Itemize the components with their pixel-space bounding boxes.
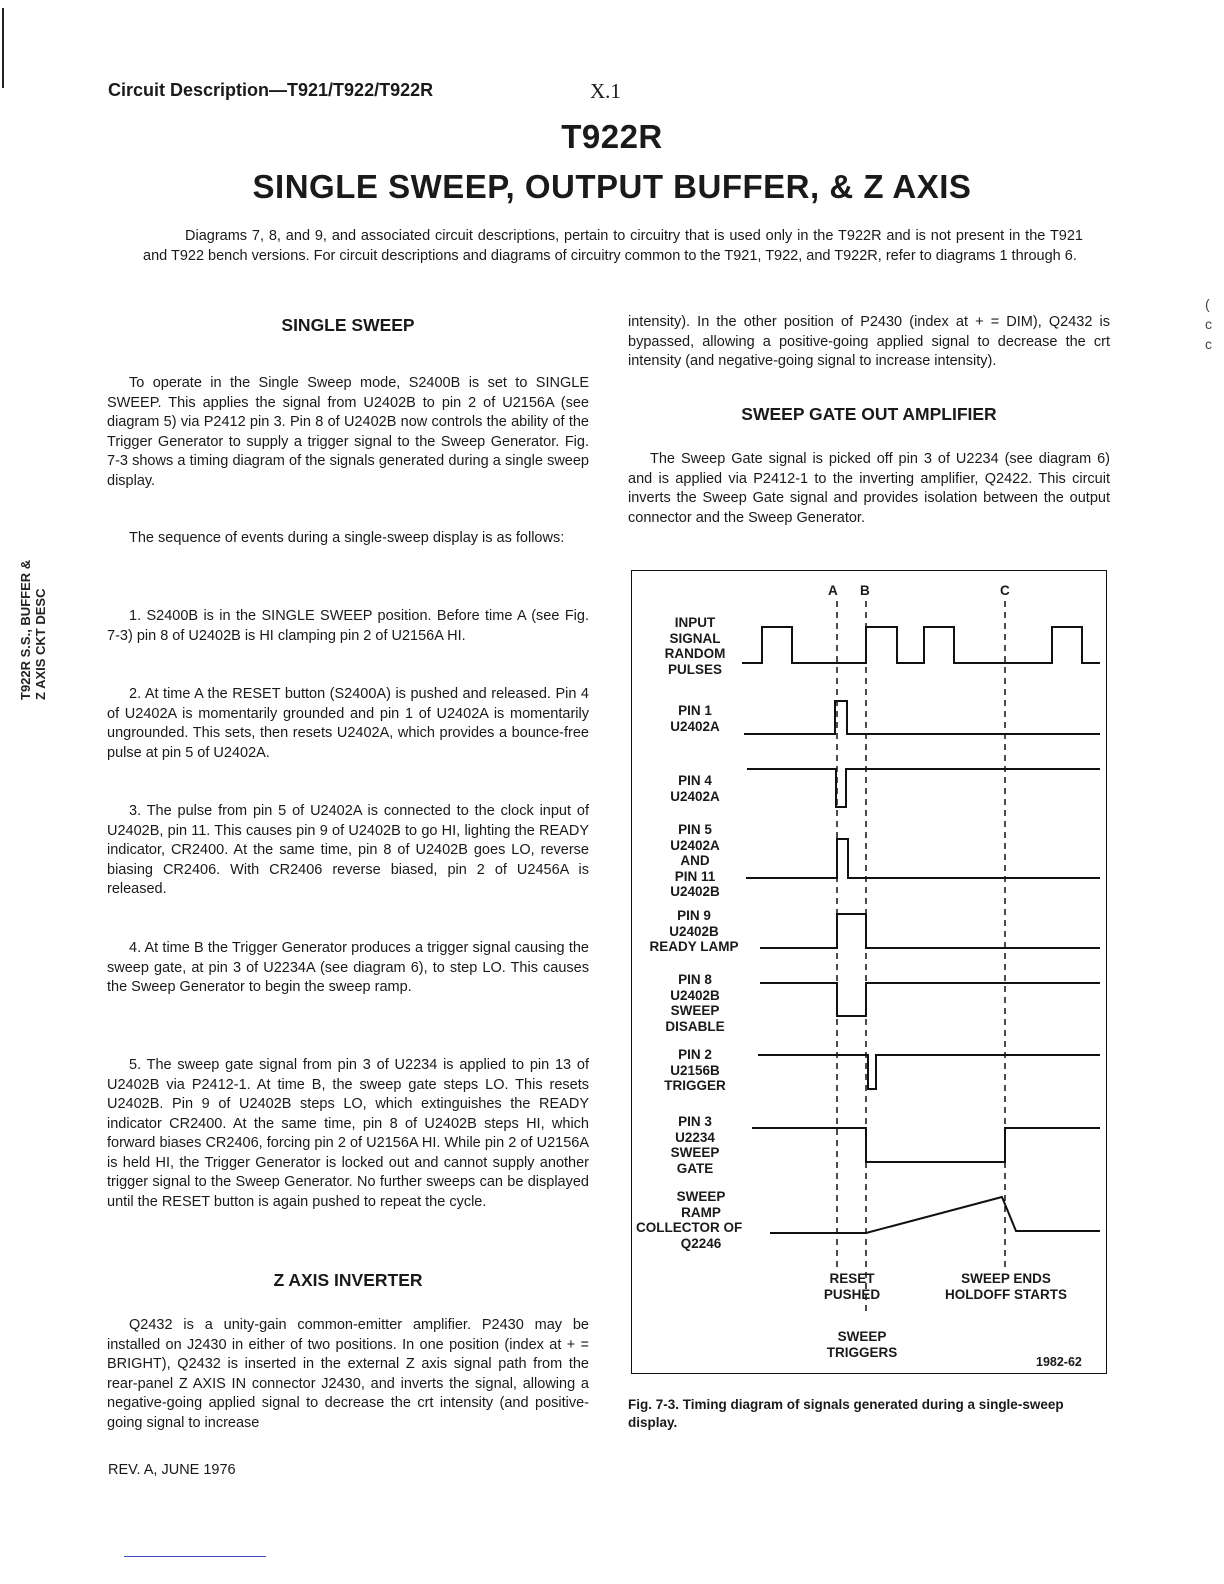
bottom-blue-rule	[124, 1556, 266, 1557]
page-number: X.1	[590, 79, 621, 103]
step-2-block	[107, 685, 589, 763]
label-pin1: PIN 1 U2402A	[670, 703, 720, 734]
sweep-gate-section	[628, 405, 1110, 425]
label-sweep-ramp: SWEEP RAMP COLLECTOR OF Q2246	[636, 1189, 743, 1251]
sweep-gate-heading: SWEEP GATE OUT AMPLIFIER	[741, 404, 997, 424]
event-sweep-ends: SWEEP ENDS HOLDOFF STARTS	[945, 1271, 1067, 1302]
margin-mark: c	[1205, 316, 1212, 332]
figure-caption: Fig. 7-3. Timing diagram of signals generated during a single-sweep display.	[628, 1397, 1064, 1430]
z-axis-heading: Z AXIS INVERTER	[273, 1270, 423, 1290]
pin1-wave	[744, 701, 1100, 734]
sequence-intro-block	[107, 529, 589, 549]
page-edge-rule	[2, 8, 4, 88]
single-sweep-section	[107, 316, 589, 336]
step-3: 3. The pulse from pin 5 of U2402A is connected to the clock input of U2402B, pin 11. This causes pin 9 of U2402B to go HI, lighting the READY indicator, CR2400. At the same time, pin 8 of U2402B goes LO, reverse biasing CR2406. With CR2406 reverse biased, pin 2 of U2456A is released.	[107, 803, 589, 897]
single-sweep-p1-block	[107, 374, 589, 491]
sequence-intro: The sequence of events during a single-sweep display is as follows:	[129, 530, 565, 546]
model-title: T922R	[561, 118, 663, 155]
z-axis-section	[107, 1271, 589, 1291]
label-pin9: PIN 9 U2402B READY LAMP	[649, 908, 739, 954]
sweep-gate-paragraph: The Sweep Gate signal is picked off pin 3 of U2234 (see diagram 6) and is applied via P2412-1 to the inverting amplifier, Q2422. This circuit inverts the Sweep Gate signal and provides isolation between the output connector and the Sweep Generator.	[628, 451, 1110, 526]
step-1-block	[107, 607, 589, 646]
step-5: 5. The sweep gate signal from pin 3 of U2234 is applied to pin 13 of U2402B via P2412-1. At time B, the sweep gate steps LO. This resets U2402B. Pin 9 of U2402B steps LO, which extinguishes the READY indicator CR2400. At the same time, pin 8 of U2402B steps HI, which forward biases CR2406, forcing pin 2 of U2156A HI. While pin 2 of U2156A is held HI, the Trigger Generator is locked out and cannot supply another trigger signal to the Sweep Generator. No further sweeps can be displayed until the RESET button is again pushed to repeat the cycle.	[107, 1057, 589, 1210]
label-input-signal: INPUT SIGNAL RANDOM PULSES	[664, 615, 726, 677]
intro-paragraph: Diagrams 7, 8, and 9, and associated circuit descriptions, pertain to circuitry that is used only in the T922R and is not present in the T921 and T922 bench versions. For circuit descriptions and diagrams of circuitry common to the T921, T922, and T922R, refer to diagrams 1 through 6.	[143, 228, 1083, 264]
pin2-wave	[758, 1055, 1100, 1089]
label-pin4: PIN 4 U2402A	[670, 773, 720, 804]
timing-diagram	[631, 570, 1107, 1374]
sweep-ramp-wave	[770, 1197, 1100, 1233]
pin8-wave	[760, 983, 1100, 1016]
step-3-block	[107, 802, 589, 900]
single-sweep-heading: SINGLE SWEEP	[281, 315, 415, 335]
single-sweep-paragraph: To operate in the Single Sweep mode, S2400B is set to SINGLE SWEEP. This applies the signal from U2402B to pin 2 of U2156A (see diagram 5) via P2412 pin 3. Pin 8 of U2402B now controls the ability of the Trigger Generator to supply a trigger signal to the Sweep Generator. Fig. 7-3 shows a timing diagram of the signals generated during a single sweep display.	[107, 375, 589, 489]
margin-mark: c	[1205, 336, 1212, 352]
event-reset-pushed: RESET PUSHED	[823, 1271, 881, 1302]
label-pin3: PIN 3 U2234 SWEEP GATE	[670, 1114, 720, 1176]
z-axis-continued-block	[628, 313, 1110, 372]
pin4-wave	[747, 769, 1100, 807]
step-5-block	[107, 1056, 589, 1212]
pin5-wave	[746, 839, 1100, 878]
label-pin5: PIN 5 U2402A AND PIN 11 U2402B	[670, 822, 720, 899]
step-4: 4. At time B the Trigger Generator produces a trigger signal causing the sweep gate, at pin 3 of U2234A (see diagram 6), to step LO. This causes the Sweep Generator to begin the sweep ramp.	[107, 940, 589, 995]
pin9-wave	[760, 914, 1100, 948]
input-pulses-wave	[742, 627, 1100, 663]
marker-b: B	[860, 583, 870, 598]
step-2: 2. At time A the RESET button (S2400A) is pushed and released. Pin 4 of U2402A is momentarily grounded and pin 1 of U2402A is momentarily ungrounded. This sets, then resets U2402A, which provides a bounce-free pulse at pin 5 of U2402A.	[107, 686, 589, 761]
label-pin2: PIN 2 U2156B TRIGGER	[664, 1047, 726, 1093]
marker-a: A	[828, 583, 838, 598]
pin3-wave	[752, 1128, 1100, 1162]
revision-footer: REV. A, JUNE 1976	[108, 1462, 236, 1478]
figure-id: 1982-62	[1036, 1355, 1082, 1369]
page-title: SINGLE SWEEP, OUTPUT BUFFER, & Z AXIS	[252, 168, 972, 205]
side-tab-line-2: Z AXIS CKT DESC	[33, 588, 48, 700]
event-sweep-triggers: SWEEP TRIGGERS	[826, 1329, 898, 1360]
step-4-block	[107, 939, 589, 998]
z-axis-paragraph: Q2432 is a unity-gain common-emitter amplifier. P2430 may be installed on J2430 in either of two positions. In one position (index at + = BRIGHT), Q2432 is inserted in the external Z axis signal path from the rear-panel Z AXIS IN connector J2430, and inverts the signal, allowing a negative-going applied signal to decrease the crt intensity (and positive-going signal to increase	[107, 1317, 589, 1431]
side-tab-label	[18, 560, 48, 700]
marker-c: C	[1000, 583, 1010, 598]
z-axis-paragraph-continued: intensity). In the other position of P2430 (index at + = DIM), Q2432 is bypassed, allowing a positive-going applied signal to decrease the crt intensity (and negative-going signal to increase intensity).	[628, 314, 1110, 369]
margin-mark: (	[1205, 296, 1210, 312]
step-1: 1. S2400B is in the SINGLE SWEEP position. Before time A (see Fig. 7-3) pin 8 of U2402B is HI clamping pin 2 of U2156A HI.	[107, 608, 589, 644]
label-pin8: PIN 8 U2402B SWEEP DISABLE	[665, 972, 725, 1034]
z-axis-p1-block	[107, 1316, 589, 1433]
section-header: Circuit Description—T921/T922/T922R	[108, 80, 434, 100]
side-tab-line-1: T922R S.S., BUFFER &	[18, 559, 33, 700]
sweep-gate-p1-block	[628, 450, 1110, 528]
